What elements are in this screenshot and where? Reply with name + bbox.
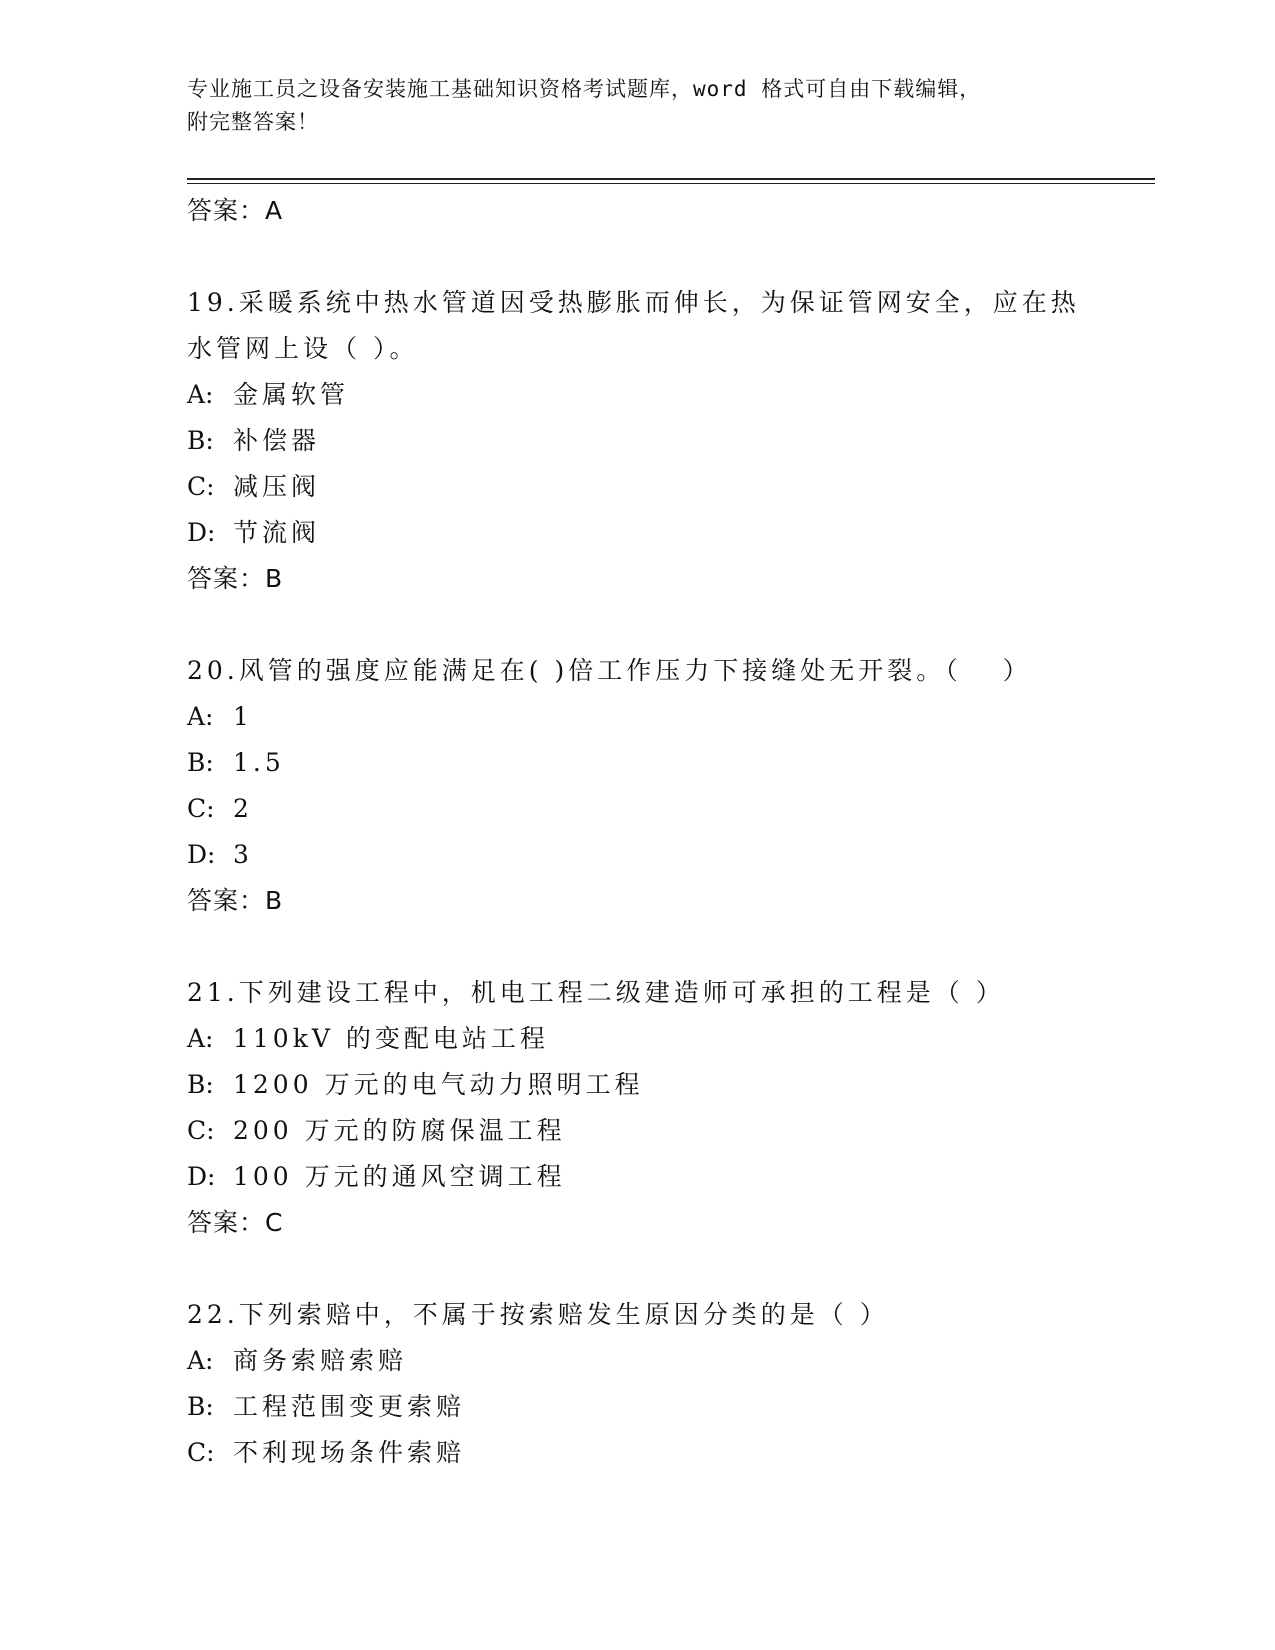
option-b bbox=[187, 740, 1137, 786]
option-letter: A: bbox=[187, 1024, 214, 1053]
option-c bbox=[187, 786, 1137, 832]
option-text: 200 万元的防腐保温工程 bbox=[233, 1116, 566, 1145]
option-c bbox=[187, 464, 1137, 510]
option-letter: C: bbox=[187, 472, 215, 501]
option-text: 不利现场条件索赔 bbox=[233, 1438, 466, 1467]
question-22 bbox=[187, 1292, 1137, 1476]
option-c bbox=[187, 1430, 1137, 1476]
option-text: 节流阀 bbox=[233, 518, 321, 547]
option-c bbox=[187, 1108, 1137, 1154]
option-text: 商务索赔索赔 bbox=[233, 1346, 408, 1375]
header-line-1: 专业施工员之设备安装施工基础知识资格考试题库，word 格式可自由下载编辑， bbox=[187, 77, 982, 101]
option-letter: C: bbox=[187, 794, 215, 823]
question-text: 水管网上设（ ）。 bbox=[187, 334, 419, 363]
option-a bbox=[187, 1016, 1137, 1062]
answer: 答案：C bbox=[187, 1208, 284, 1237]
question-20 bbox=[187, 648, 1137, 924]
option-text: 2 bbox=[233, 794, 253, 823]
option-a bbox=[187, 694, 1137, 740]
header-line-2: 附完整答案！ bbox=[187, 110, 319, 134]
option-b bbox=[187, 1384, 1137, 1430]
document-header bbox=[187, 73, 1087, 139]
option-letter: C: bbox=[187, 1116, 215, 1145]
question-list bbox=[187, 188, 1137, 1476]
option-letter: B: bbox=[187, 1392, 214, 1421]
option-text: 减压阀 bbox=[233, 472, 321, 501]
option-b bbox=[187, 1062, 1137, 1108]
option-d bbox=[187, 510, 1137, 556]
option-b bbox=[187, 418, 1137, 464]
option-letter: D: bbox=[187, 518, 216, 547]
question-19 bbox=[187, 280, 1137, 602]
option-d bbox=[187, 1154, 1137, 1200]
option-letter: A: bbox=[187, 380, 214, 409]
option-letter: A: bbox=[187, 1346, 214, 1375]
option-a bbox=[187, 1338, 1137, 1384]
option-text: 1.5 bbox=[233, 748, 285, 777]
option-text: 补偿器 bbox=[233, 426, 321, 455]
option-letter: B: bbox=[187, 426, 214, 455]
option-text: 1 bbox=[233, 702, 253, 731]
question-21 bbox=[187, 970, 1137, 1246]
option-letter: C: bbox=[187, 1438, 215, 1467]
option-letter: B: bbox=[187, 1070, 214, 1099]
option-letter: B: bbox=[187, 748, 214, 777]
option-letter: A: bbox=[187, 702, 214, 731]
option-a bbox=[187, 372, 1137, 418]
option-text: 110kV 的变配电站工程 bbox=[233, 1024, 549, 1053]
option-letter: D: bbox=[187, 840, 216, 869]
question-text: 22.下列索赔中，不属于按索赔发生原因分类的是（ ） bbox=[187, 1300, 889, 1329]
option-text: 工程范围变更索赔 bbox=[233, 1392, 466, 1421]
option-text: 100 万元的通风空调工程 bbox=[233, 1162, 566, 1191]
option-letter: D: bbox=[187, 1162, 216, 1191]
option-d bbox=[187, 832, 1137, 878]
answer: 答案：B bbox=[187, 886, 284, 915]
header-divider-thick bbox=[187, 178, 1155, 180]
header-divider-thin bbox=[187, 183, 1155, 184]
answer: 答案：B bbox=[187, 564, 284, 593]
previous-answer: 答案：A bbox=[187, 196, 284, 225]
question-text: 21.下列建设工程中，机电工程二级建造师可承担的工程是（ ） bbox=[187, 978, 1005, 1007]
question-text: 19.采暖系统中热水管道因受热膨胀而伸长，为保证管网安全，应在热 bbox=[187, 288, 1080, 317]
option-text: 金属软管 bbox=[233, 380, 350, 409]
option-text: 3 bbox=[233, 840, 253, 869]
option-text: 1200 万元的电气动力照明工程 bbox=[233, 1070, 644, 1099]
question-text: 20.风管的强度应能满足在( )倍工作压力下接缝处无开裂。（ ） bbox=[187, 656, 1032, 685]
